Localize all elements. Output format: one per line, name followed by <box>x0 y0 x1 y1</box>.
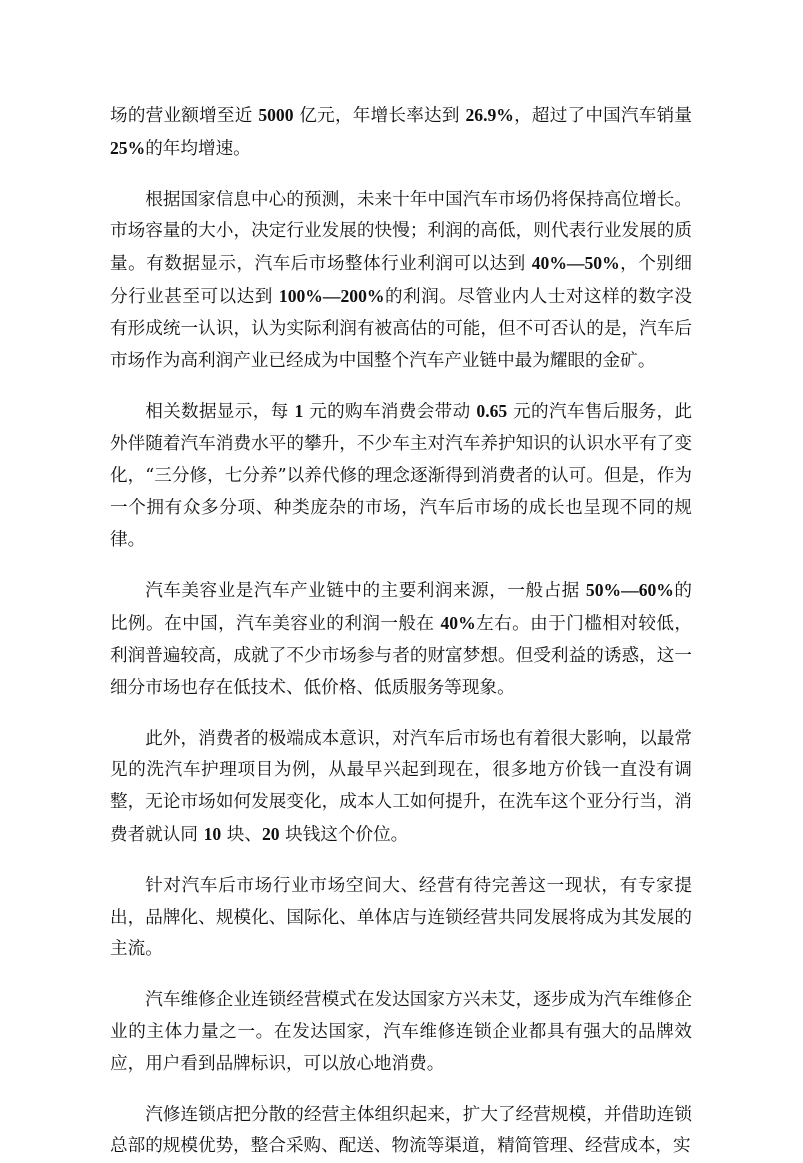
bold-figure: 100%—200% <box>278 285 385 306</box>
text-segment: 亿元，年增长率达到 <box>293 106 466 126</box>
text-segment: 块钱这个价位。 <box>279 824 409 845</box>
bold-figure: 20 <box>261 823 280 844</box>
text-segment: 根据国家信息中心的预测，未来十年中国汽车市场仍将保持高位增长。市场容量的大小，决定行业发展的快慢；利润的高低，则代表行业发展的质量。有数据显示，汽车后市场整体行业利润可以达到 <box>110 189 692 275</box>
text-segment: ，超过了中国汽车销量 <box>513 106 692 126</box>
text-segment: 元的汽车售后服务，此外伴随着汽车消费水平的攀升，不少车主对汽车养护知识的认识水平有了变化，“三分修，七分养”以养代修的理念逐渐得到消费者的认可。但是，作为一个拥有众多分项、种类庞杂的市场，汽车后市场的成长也呈现不同的规律。 <box>110 402 693 550</box>
paragraph-1 <box>110 100 692 166</box>
paragraph-4 <box>110 575 692 704</box>
text-segment: 针对汽车后市场行业市场空间大、经营有待完善这一现状，有专家提出，品牌化、规模化、国际化、单体店与连锁经营共同发展将成为其发展的主流。 <box>110 875 692 960</box>
document-page <box>110 100 692 1163</box>
bold-figure: 26.9% <box>465 105 514 125</box>
text-segment: 相关数据显示，每 <box>145 402 295 423</box>
text-segment: 场的营业额增至近 <box>110 106 259 126</box>
text-segment: 的比例。在中国，汽车美容业的利润一般在 <box>110 581 692 635</box>
text-segment: 此外，消费者的极端成本意识，对汽车后市场也有着很大影响，以最常见的洗汽车护理项目为例，从最早兴起到现在，很多地方价钱一直没有调整，无论市场如何发展变化，成本人工如何提升，在洗车这个亚分行当，消费者就认同 <box>110 728 692 845</box>
paragraph-5 <box>110 724 692 852</box>
text-segment: 块、 <box>221 824 262 845</box>
paragraph-8 <box>110 1100 692 1163</box>
paragraph-6 <box>110 871 692 966</box>
bold-figure: 1 <box>294 401 304 422</box>
text-segment: ，个别细分行业甚至可以达到 <box>110 254 692 307</box>
bold-figure: 5000 <box>258 105 294 125</box>
text-segment: 元的购车消费会带动 <box>303 402 477 423</box>
text-segment: 左右。由于门槛相对较低，利润普遍较高，成就了不少市场参与者的财富梦想。但受利益的诱惑，这一细分市场也存在低技术、低价格、低质服务等现象。 <box>110 614 692 698</box>
text-segment: 的年均增速。 <box>145 138 251 159</box>
text-segment: 汽车维修企业连锁经营模式在发达国家方兴未艾，逐步成为汽车维修企业的主体力量之一。在发达国家，汽车维修连锁企业都具有强大的品牌效应，用户看到品牌标识，可以放心地消费。 <box>110 990 692 1074</box>
paragraph-2 <box>110 185 692 378</box>
bold-figure: 50%—60% <box>585 580 674 601</box>
bold-figure: 40%—50% <box>531 253 620 274</box>
paragraph-7 <box>110 985 692 1080</box>
bold-figure: 0.65 <box>476 401 508 422</box>
text-segment: 的利润。尽管业内人士对这样的数字没有形成统一认识，认为实际利润有被高估的可能，但不可否认的是，汽车后市场作为高利润产业已经成为中国整个汽车产业链中最为耀眼的金矿。 <box>110 286 692 371</box>
paragraph-3 <box>110 396 692 556</box>
bold-figure: 25% <box>110 137 146 158</box>
bold-figure: 40% <box>440 613 476 634</box>
text-segment: 汽车美容业是汽车产业链中的主要利润来源，一般占据 <box>145 581 586 602</box>
text-segment: 汽修连锁店把分散的经营主体组织起来，扩大了经营规模，并借助连锁总部的规模优势，整合采购、配送、物流等渠道，精简管理、经营成本，实 <box>110 1104 692 1157</box>
bold-figure: 10 <box>203 823 222 844</box>
